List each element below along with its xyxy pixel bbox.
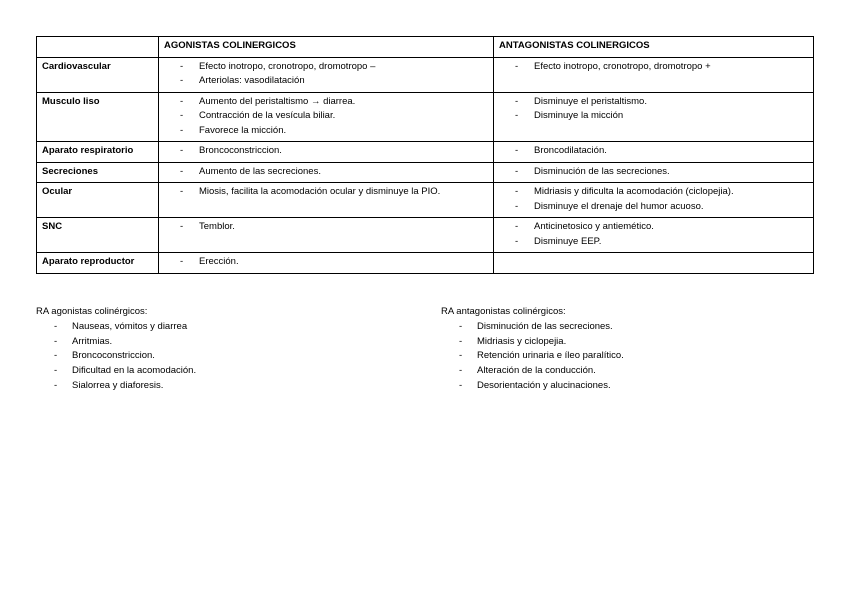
list-item: - Arritmias.	[36, 335, 396, 350]
header-empty-cell	[37, 37, 159, 58]
row-label: Ocular	[37, 183, 159, 218]
list-item: - Broncodilatación.	[499, 144, 808, 159]
list-item: - Retención urinaria e íleo paralítico.	[441, 349, 821, 364]
agonistas-cell	[159, 57, 494, 92]
antagonistas-cell	[494, 218, 814, 253]
header-agonistas: AGONISTAS COLINERGICOS	[159, 37, 494, 58]
list-item: - Miosis, facilita la acomodación ocular y disminuye la PIO.	[164, 185, 488, 200]
antagonistas-cell	[494, 253, 814, 274]
row-label: Aparato respiratorio	[37, 142, 159, 163]
table-row	[37, 142, 814, 163]
list-item: - Anticinetosico y antiemético.	[499, 220, 808, 235]
ra-agonistas-title: RA agonistas colinérgicos:	[36, 306, 148, 317]
list-item: - Desorientación y alucinaciones.	[441, 379, 821, 394]
agonistas-cell	[159, 218, 494, 253]
row-label: SNC	[37, 218, 159, 253]
list-item: - Disminuye el peristaltismo.	[499, 95, 808, 110]
antagonistas-cell	[494, 142, 814, 163]
list-item: - Efecto inotropo, cronotropo, dromotropo +	[499, 60, 808, 75]
list-item: - Disminuye la micción	[499, 109, 808, 124]
list-item: - Sialorrea y diaforesis.	[36, 379, 396, 394]
antagonistas-cell	[494, 183, 814, 218]
list-item: - Disminuye el drenaje del humor acuoso.	[499, 200, 808, 215]
ra-agonistas-list	[36, 320, 396, 394]
list-item: - Disminución de las secreciones.	[499, 165, 808, 180]
header-antagonistas: ANTAGONISTAS COLINERGICOS	[494, 37, 814, 58]
list-item: - Dificultad en la acomodación.	[36, 364, 396, 379]
list-item: - Contracción de la vesícula biliar.	[164, 109, 488, 124]
list-item: - Broncoconstriccion.	[164, 144, 488, 159]
table-row	[37, 253, 814, 274]
list-item: - Erección.	[164, 255, 488, 270]
list-item: - Midriasis y dificulta la acomodación (ciclopejia).	[499, 185, 808, 200]
table-row	[37, 218, 814, 253]
agonistas-cell	[159, 142, 494, 163]
list-item: - Aumento de las secreciones.	[164, 165, 488, 180]
row-label: Secreciones	[37, 162, 159, 183]
ra-antagonistas-list	[441, 320, 821, 394]
list-item: - Alteración de la conducción.	[441, 364, 821, 379]
list-item: - Temblor.	[164, 220, 488, 235]
list-item: - Nauseas, vómitos y diarrea	[36, 320, 396, 335]
list-item: - Favorece la micción.	[164, 124, 488, 139]
ra-antagonistas-section	[441, 305, 821, 394]
antagonistas-cell	[494, 162, 814, 183]
agonistas-cell	[159, 183, 494, 218]
list-item: - Disminuye EEP.	[499, 235, 808, 250]
table-header-row	[37, 37, 814, 58]
row-label: Musculo liso	[37, 92, 159, 142]
list-item: - Disminución de las secreciones.	[441, 320, 821, 335]
list-item: - Midriasis y ciclopejia.	[441, 335, 821, 350]
agonistas-cell	[159, 162, 494, 183]
ra-agonistas-section	[36, 305, 396, 394]
comparison-table	[36, 36, 814, 274]
list-item: - Arteriolas: vasodilatación	[164, 74, 488, 89]
row-label: Cardiovascular	[37, 57, 159, 92]
table-row	[37, 92, 814, 142]
list-item: - Aumento del peristaltismo → diarrea.	[164, 95, 488, 110]
agonistas-cell	[159, 253, 494, 274]
row-label: Aparato reproductor	[37, 253, 159, 274]
table-row	[37, 183, 814, 218]
antagonistas-cell	[494, 57, 814, 92]
agonistas-cell	[159, 92, 494, 142]
antagonistas-cell	[494, 92, 814, 142]
list-item: - Broncoconstriccion.	[36, 349, 396, 364]
table-row	[37, 162, 814, 183]
table-row	[37, 57, 814, 92]
ra-antagonistas-title: RA antagonistas colinérgicos:	[441, 306, 566, 317]
list-item: - Efecto inotropo, cronotropo, dromotropo –	[164, 60, 488, 75]
